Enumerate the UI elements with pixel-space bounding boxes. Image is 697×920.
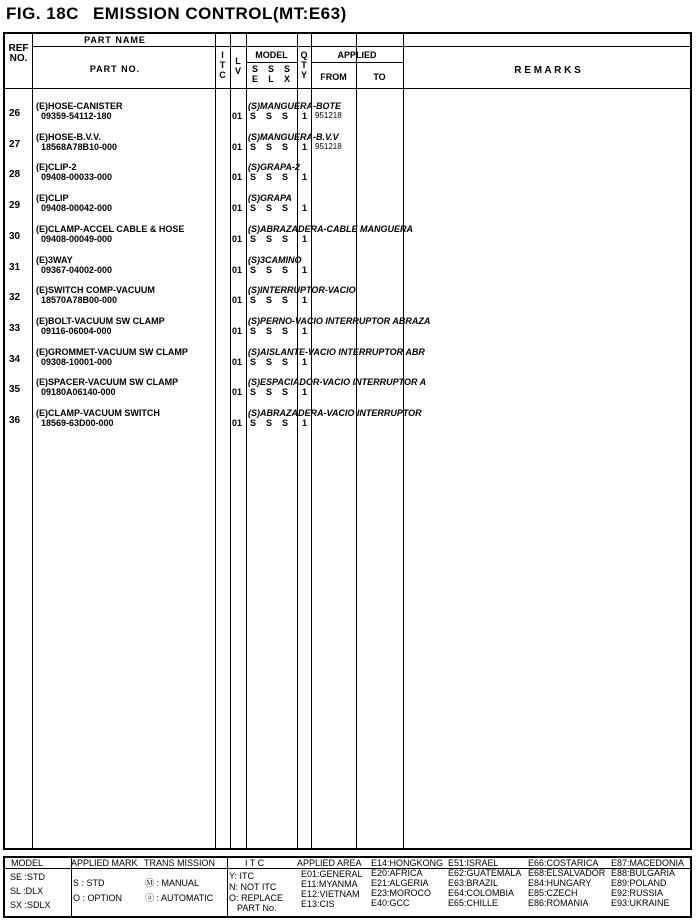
ref-no-header: REF NO.	[8, 43, 29, 64]
ref-number: 33	[9, 323, 21, 334]
ref-number: 34	[9, 354, 21, 365]
ref-number: 26	[9, 108, 21, 119]
parts-table	[3, 32, 692, 850]
model-col-sl: S L	[267, 64, 274, 84]
model-col-sx: S X	[283, 64, 290, 84]
part-name: (E)SWITCH COMP-VACUUM	[36, 285, 155, 295]
level: 01	[232, 418, 243, 428]
level: 01	[232, 142, 243, 152]
legend-trans-manual: Ⓜ : MANUAL	[145, 878, 200, 888]
model-sl-mark: S	[266, 418, 273, 428]
remark-text: (S)GRAPA	[248, 193, 292, 203]
part-number: 09359-54112-180	[41, 111, 112, 121]
level: 01	[232, 203, 243, 213]
ref-number: 31	[9, 262, 21, 273]
model-se-mark: S	[250, 172, 257, 182]
remark-text: (S)MANGUERA-BOTE	[248, 101, 341, 111]
legend-footer	[3, 856, 692, 918]
legend-itc-n: N: NOT ITC	[229, 882, 277, 892]
quantity: 1	[302, 265, 308, 275]
ref-number: 28	[9, 169, 21, 180]
legend-area-e11: E11:MYANMA	[301, 879, 358, 889]
ref-number: 32	[9, 292, 21, 303]
level: 01	[232, 111, 243, 121]
part-name: (E)CLIP-2	[36, 162, 77, 172]
figure-number: FIG. 18C	[6, 4, 79, 23]
legend-area-e68: E68:ELSALVADOR	[528, 868, 606, 878]
part-no-header: PART NO.	[89, 64, 141, 74]
model-sx-mark: S	[282, 326, 289, 336]
legend-itc-header: I T C	[245, 858, 265, 868]
legend-area-e89: E89:POLAND	[611, 878, 667, 888]
remark-text: (S)AISLANTE-VACIO INTERRUPTOR ABR	[248, 347, 425, 357]
quantity: 1	[302, 203, 308, 213]
model-sx-mark: S	[282, 172, 289, 182]
model-se-mark: S	[250, 265, 257, 275]
legend-model-se: SE :STD	[10, 872, 46, 882]
remark-text: (S)INTERRUPTOR-VACIO	[248, 285, 356, 295]
applied-from: 951218	[315, 111, 342, 120]
model-se-mark: S	[250, 357, 257, 367]
legend-area-e85: E85:CZECH	[528, 888, 578, 898]
header-line	[32, 46, 692, 47]
part-name: (E)3WAY	[36, 255, 73, 265]
legend-area-e13: E13:CIS	[301, 899, 335, 909]
model-sl-mark: S	[266, 295, 273, 305]
level: 01	[232, 265, 243, 275]
model-se-mark: S	[250, 295, 257, 305]
ref-number: 30	[9, 231, 21, 242]
part-number: 18569-63D00-000	[41, 418, 114, 428]
page-title	[6, 4, 347, 24]
remark-text: (S)ESPACIADOR-VACIO INTERRUPTOR A	[248, 377, 427, 387]
legend-area-e21: E21:ALGERIA	[371, 878, 429, 888]
table-row	[5, 161, 694, 191]
part-number: 09408-00042-000	[41, 203, 113, 213]
part-name: (E)HOSE-B.V.V.	[36, 132, 101, 142]
level: 01	[232, 234, 243, 244]
legend-itc-o: O: REPLACE	[229, 893, 284, 903]
model-sl-mark: S	[266, 142, 273, 152]
lv-header: L V	[234, 56, 241, 76]
model-sl-mark: S	[266, 357, 273, 367]
remark-text: (S)ABRAZADERA-CABLE MANGUERA	[248, 224, 413, 234]
model-sx-mark: S	[282, 295, 289, 305]
remark-text: (S)GRAPA-2	[248, 162, 300, 172]
table-row	[5, 284, 694, 314]
level: 01	[232, 357, 243, 367]
legend-area-e87: E87:MACEDONIA	[611, 858, 685, 868]
legend-area-e84: E84:HUNGARY	[528, 878, 592, 888]
model-sl-mark: S	[266, 234, 273, 244]
part-number: 09180A06140-000	[41, 387, 116, 397]
model-se-mark: S	[250, 234, 257, 244]
part-name: (E)SPACER-VACUUM SW CLAMP	[36, 377, 179, 387]
legend-area-e88: E88:BULGARIA	[611, 868, 676, 878]
level: 01	[232, 295, 243, 305]
level: 01	[232, 326, 243, 336]
legend-mark-option: O : OPTION	[73, 893, 123, 903]
quantity: 1	[302, 295, 308, 305]
legend-area-e65: E65:CHILLE	[448, 898, 499, 908]
table-row	[5, 192, 694, 222]
table-row	[5, 315, 694, 345]
model-sl-mark: S	[266, 326, 273, 336]
header-line	[5, 88, 692, 89]
figure-name: EMISSION CONTROL(MT:E63)	[92, 4, 347, 23]
model-sx-mark: S	[282, 234, 289, 244]
model-col-se: S E	[251, 64, 258, 84]
model-sx-mark: S	[282, 142, 289, 152]
model-se-mark: S	[250, 387, 257, 397]
legend-mark-header: APPLIED MARK	[71, 858, 138, 868]
ref-number: 27	[9, 139, 21, 150]
model-sx-mark: S	[282, 387, 289, 397]
quantity: 1	[302, 172, 308, 182]
legend-trans-automatic: ⓐ : AUTOMATIC	[145, 893, 214, 903]
legend-itc-partno: PART No.	[237, 903, 277, 913]
model-header: MODEL	[255, 50, 288, 60]
part-number: 18570A78B00-000	[41, 295, 118, 305]
part-name: (E)GROMMET-VACUUM SW CLAMP	[36, 347, 188, 357]
ref-number: 29	[9, 200, 21, 211]
legend-area-e64: E64:COLOMBIA	[448, 888, 515, 898]
header-line	[311, 62, 403, 63]
quantity: 1	[302, 326, 308, 336]
legend-area-e63: E63:BRAZIL	[448, 878, 499, 888]
part-name: (E)CLIP	[36, 193, 69, 203]
quantity: 1	[302, 142, 308, 152]
legend-area-e66: E66:COSTARICA	[528, 858, 599, 868]
remark-text: (S)MANGUERA-B.V.V	[248, 132, 339, 142]
model-se-mark: S	[250, 111, 257, 121]
model-sl-mark: S	[266, 203, 273, 213]
legend-area-e01: E01:GENERAL	[301, 869, 363, 879]
qty-header: Q T Y	[300, 50, 308, 80]
model-sl-mark: S	[266, 172, 273, 182]
legend-area-e12: E12:VIETNAM	[301, 889, 360, 899]
ref-number: 35	[9, 384, 21, 395]
table-row	[5, 346, 694, 376]
legend-area-e23: E23:MOROCO	[371, 888, 432, 898]
part-name: (E)CLAMP-VACUUM SWITCH	[36, 408, 160, 418]
remark-text: (S)ABRAZADERA-VACIO INTERRUPTOR	[248, 408, 422, 418]
model-sx-mark: S	[282, 111, 289, 121]
quantity: 1	[302, 234, 308, 244]
header-line	[246, 62, 297, 63]
quantity: 1	[302, 357, 308, 367]
ref-number: 36	[9, 415, 21, 426]
model-sl-mark: S	[266, 387, 273, 397]
model-sx-mark: S	[282, 265, 289, 275]
table-row	[5, 223, 694, 253]
quantity: 1	[302, 387, 308, 397]
legend-area-e51: E51:ISRAEL	[448, 858, 499, 868]
model-sl-mark: S	[266, 265, 273, 275]
table-row	[5, 131, 694, 161]
to-header: TO	[373, 72, 386, 82]
model-sx-mark: S	[282, 357, 289, 367]
quantity: 1	[302, 111, 308, 121]
legend-model-sx: SX :SDLX	[10, 900, 51, 910]
table-row	[5, 376, 694, 406]
legend-area-e62: E62:GUATEMALA	[448, 868, 522, 878]
from-header: FROM	[320, 72, 347, 82]
part-name: (E)CLAMP-ACCEL CABLE & HOSE	[36, 224, 185, 234]
legend-area-e14: E14:HONGKONG	[371, 858, 444, 868]
table-row	[5, 407, 694, 437]
level: 01	[232, 172, 243, 182]
model-se-mark: S	[250, 418, 257, 428]
footer-divider	[227, 858, 228, 916]
part-number: 09408-00033-000	[41, 172, 113, 182]
part-number: 09408-00049-000	[41, 234, 113, 244]
part-number: 18568A78B10-000	[41, 142, 118, 152]
legend-trans-header: TRANS MISSION	[144, 858, 216, 868]
applied-header: APPLIED	[337, 50, 377, 60]
legend-mark-std: S : STD	[73, 878, 105, 888]
model-se-mark: S	[250, 142, 257, 152]
legend-area-e93: E93:UKRAINE	[611, 898, 670, 908]
legend-model-header: MODEL	[11, 858, 44, 868]
legend-area-e92: E92:RUSSIA	[611, 888, 664, 898]
remarks-header: R E M A R K S	[514, 65, 581, 76]
level: 01	[232, 387, 243, 397]
table-row	[5, 254, 694, 284]
model-sl-mark: S	[266, 111, 273, 121]
legend-model-sl: SL :DLX	[10, 886, 44, 896]
quantity: 1	[302, 418, 308, 428]
remark-text: (S)PERNO-VACIO INTERRUPTOR ABRAZA	[248, 316, 431, 326]
part-name: (E)HOSE-CANISTER	[36, 101, 123, 111]
itc-header: I T C	[219, 50, 226, 80]
applied-from: 951218	[315, 142, 342, 151]
part-number: 09308-10001-000	[41, 357, 113, 367]
legend-area-e20: E20:AFRICA	[371, 868, 423, 878]
part-name-header: PART NAME	[84, 35, 146, 45]
model-sx-mark: S	[282, 418, 289, 428]
table-row	[5, 100, 694, 130]
legend-area-e40: E40:GCC	[371, 898, 410, 908]
legend-itc-y: Y: ITC	[229, 871, 255, 881]
part-number: 09367-04002-000	[41, 265, 113, 275]
part-name: (E)BOLT-VACUUM SW CLAMP	[36, 316, 165, 326]
legend-area-e86: E86:ROMANIA	[528, 898, 589, 908]
part-number: 09116-06004-000	[41, 326, 112, 336]
model-se-mark: S	[250, 326, 257, 336]
model-sx-mark: S	[282, 203, 289, 213]
remark-text: (S)3CAMINO	[248, 255, 302, 265]
model-se-mark: S	[250, 203, 257, 213]
legend-area-header: APPLIED AREA	[297, 858, 362, 868]
